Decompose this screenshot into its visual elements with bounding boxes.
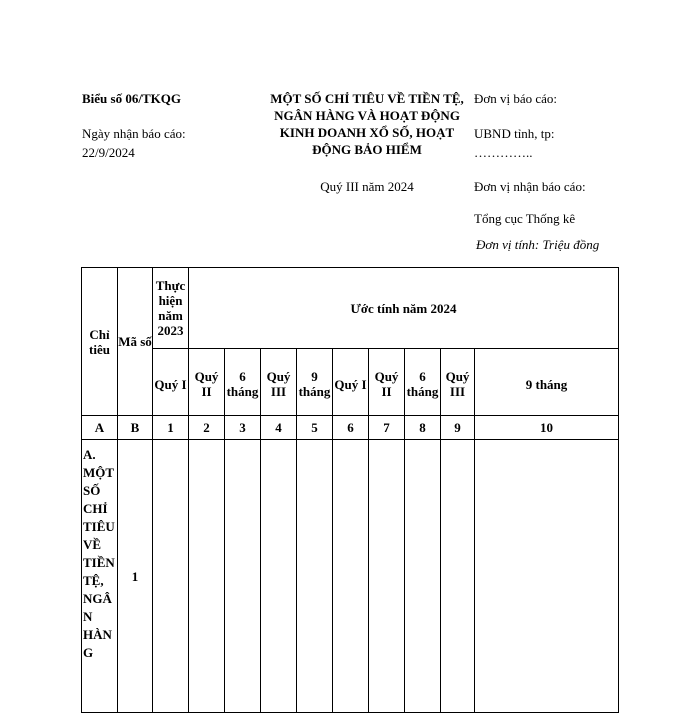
subheader-cell: 6 tháng (405, 349, 441, 416)
index-cell: 9 (441, 416, 475, 440)
data-cell[interactable] (333, 440, 369, 713)
row-code: 1 (118, 440, 153, 713)
subheader-cell: Quý I (333, 349, 369, 416)
indicator-table (81, 267, 619, 713)
subheader-cell: 9 tháng (297, 349, 333, 416)
header-estimate-2024: Ước tính năm 2024 (189, 268, 619, 349)
subheader-cell: Quý II (369, 349, 405, 416)
row-indicator: A. MỘT SỐ CHỈ TIÊU VỀ TIỀN TỆ, NGÂN HÀNG (82, 440, 118, 713)
data-cell[interactable] (153, 440, 189, 713)
data-cell[interactable] (225, 440, 261, 713)
report-period: Quý III năm 2024 (320, 179, 414, 194)
reporting-unit-dots: ………….. (474, 145, 533, 160)
data-cell[interactable] (405, 440, 441, 713)
table-row (82, 440, 619, 713)
index-cell: 4 (261, 416, 297, 440)
subheader-cell: Quý I (153, 349, 189, 416)
index-cell: B (118, 416, 153, 440)
data-cell[interactable] (297, 440, 333, 713)
index-cell: 1 (153, 416, 189, 440)
index-cell: 7 (369, 416, 405, 440)
header-code: Mã số (118, 268, 153, 416)
report-title: MỘT SỐ CHỈ TIÊU VỀ TIỀN TỆ, NGÂN HÀNG VÀ HOẠT ĐỘNG KINH DOANH XỔ SỐ, HOẠT ĐỘNG BẢO HIỂM (270, 91, 464, 157)
reporting-unit-label: Đơn vị báo cáo: (474, 91, 558, 106)
receiving-unit-value: Tổng cục Thống kê (474, 211, 576, 226)
data-cell[interactable] (441, 440, 475, 713)
received-date-label: Ngày nhận báo cáo: (82, 126, 186, 141)
index-cell: 8 (405, 416, 441, 440)
data-cell[interactable] (261, 440, 297, 713)
subheader-cell: Quý III (261, 349, 297, 416)
unit-note: Đơn vị tính: Triệu đồng (476, 237, 600, 252)
reporting-unit-value: UBND tỉnh, tp: (474, 126, 555, 141)
subheader-cell: Quý II (189, 349, 225, 416)
form-code: Biểu số 06/TKQG (82, 91, 181, 106)
index-cell: 10 (475, 416, 619, 440)
data-cell[interactable] (369, 440, 405, 713)
index-cell: 3 (225, 416, 261, 440)
received-date: 22/9/2024 (82, 145, 135, 160)
index-cell: 2 (189, 416, 225, 440)
subheader-cell: Quý III (441, 349, 475, 416)
index-cell: 6 (333, 416, 369, 440)
subheader-cell: 6 tháng (225, 349, 261, 416)
receiving-unit-label: Đơn vị nhận báo cáo: (474, 179, 586, 194)
header-indicator: Chỉ tiêu (82, 268, 118, 416)
index-cell: A (82, 416, 118, 440)
data-cell[interactable] (189, 440, 225, 713)
header-actual-2023: Thực hiện năm 2023 (153, 268, 189, 349)
data-cell[interactable] (475, 440, 619, 713)
subheader-cell: 9 tháng (475, 349, 619, 416)
index-cell: 5 (297, 416, 333, 440)
